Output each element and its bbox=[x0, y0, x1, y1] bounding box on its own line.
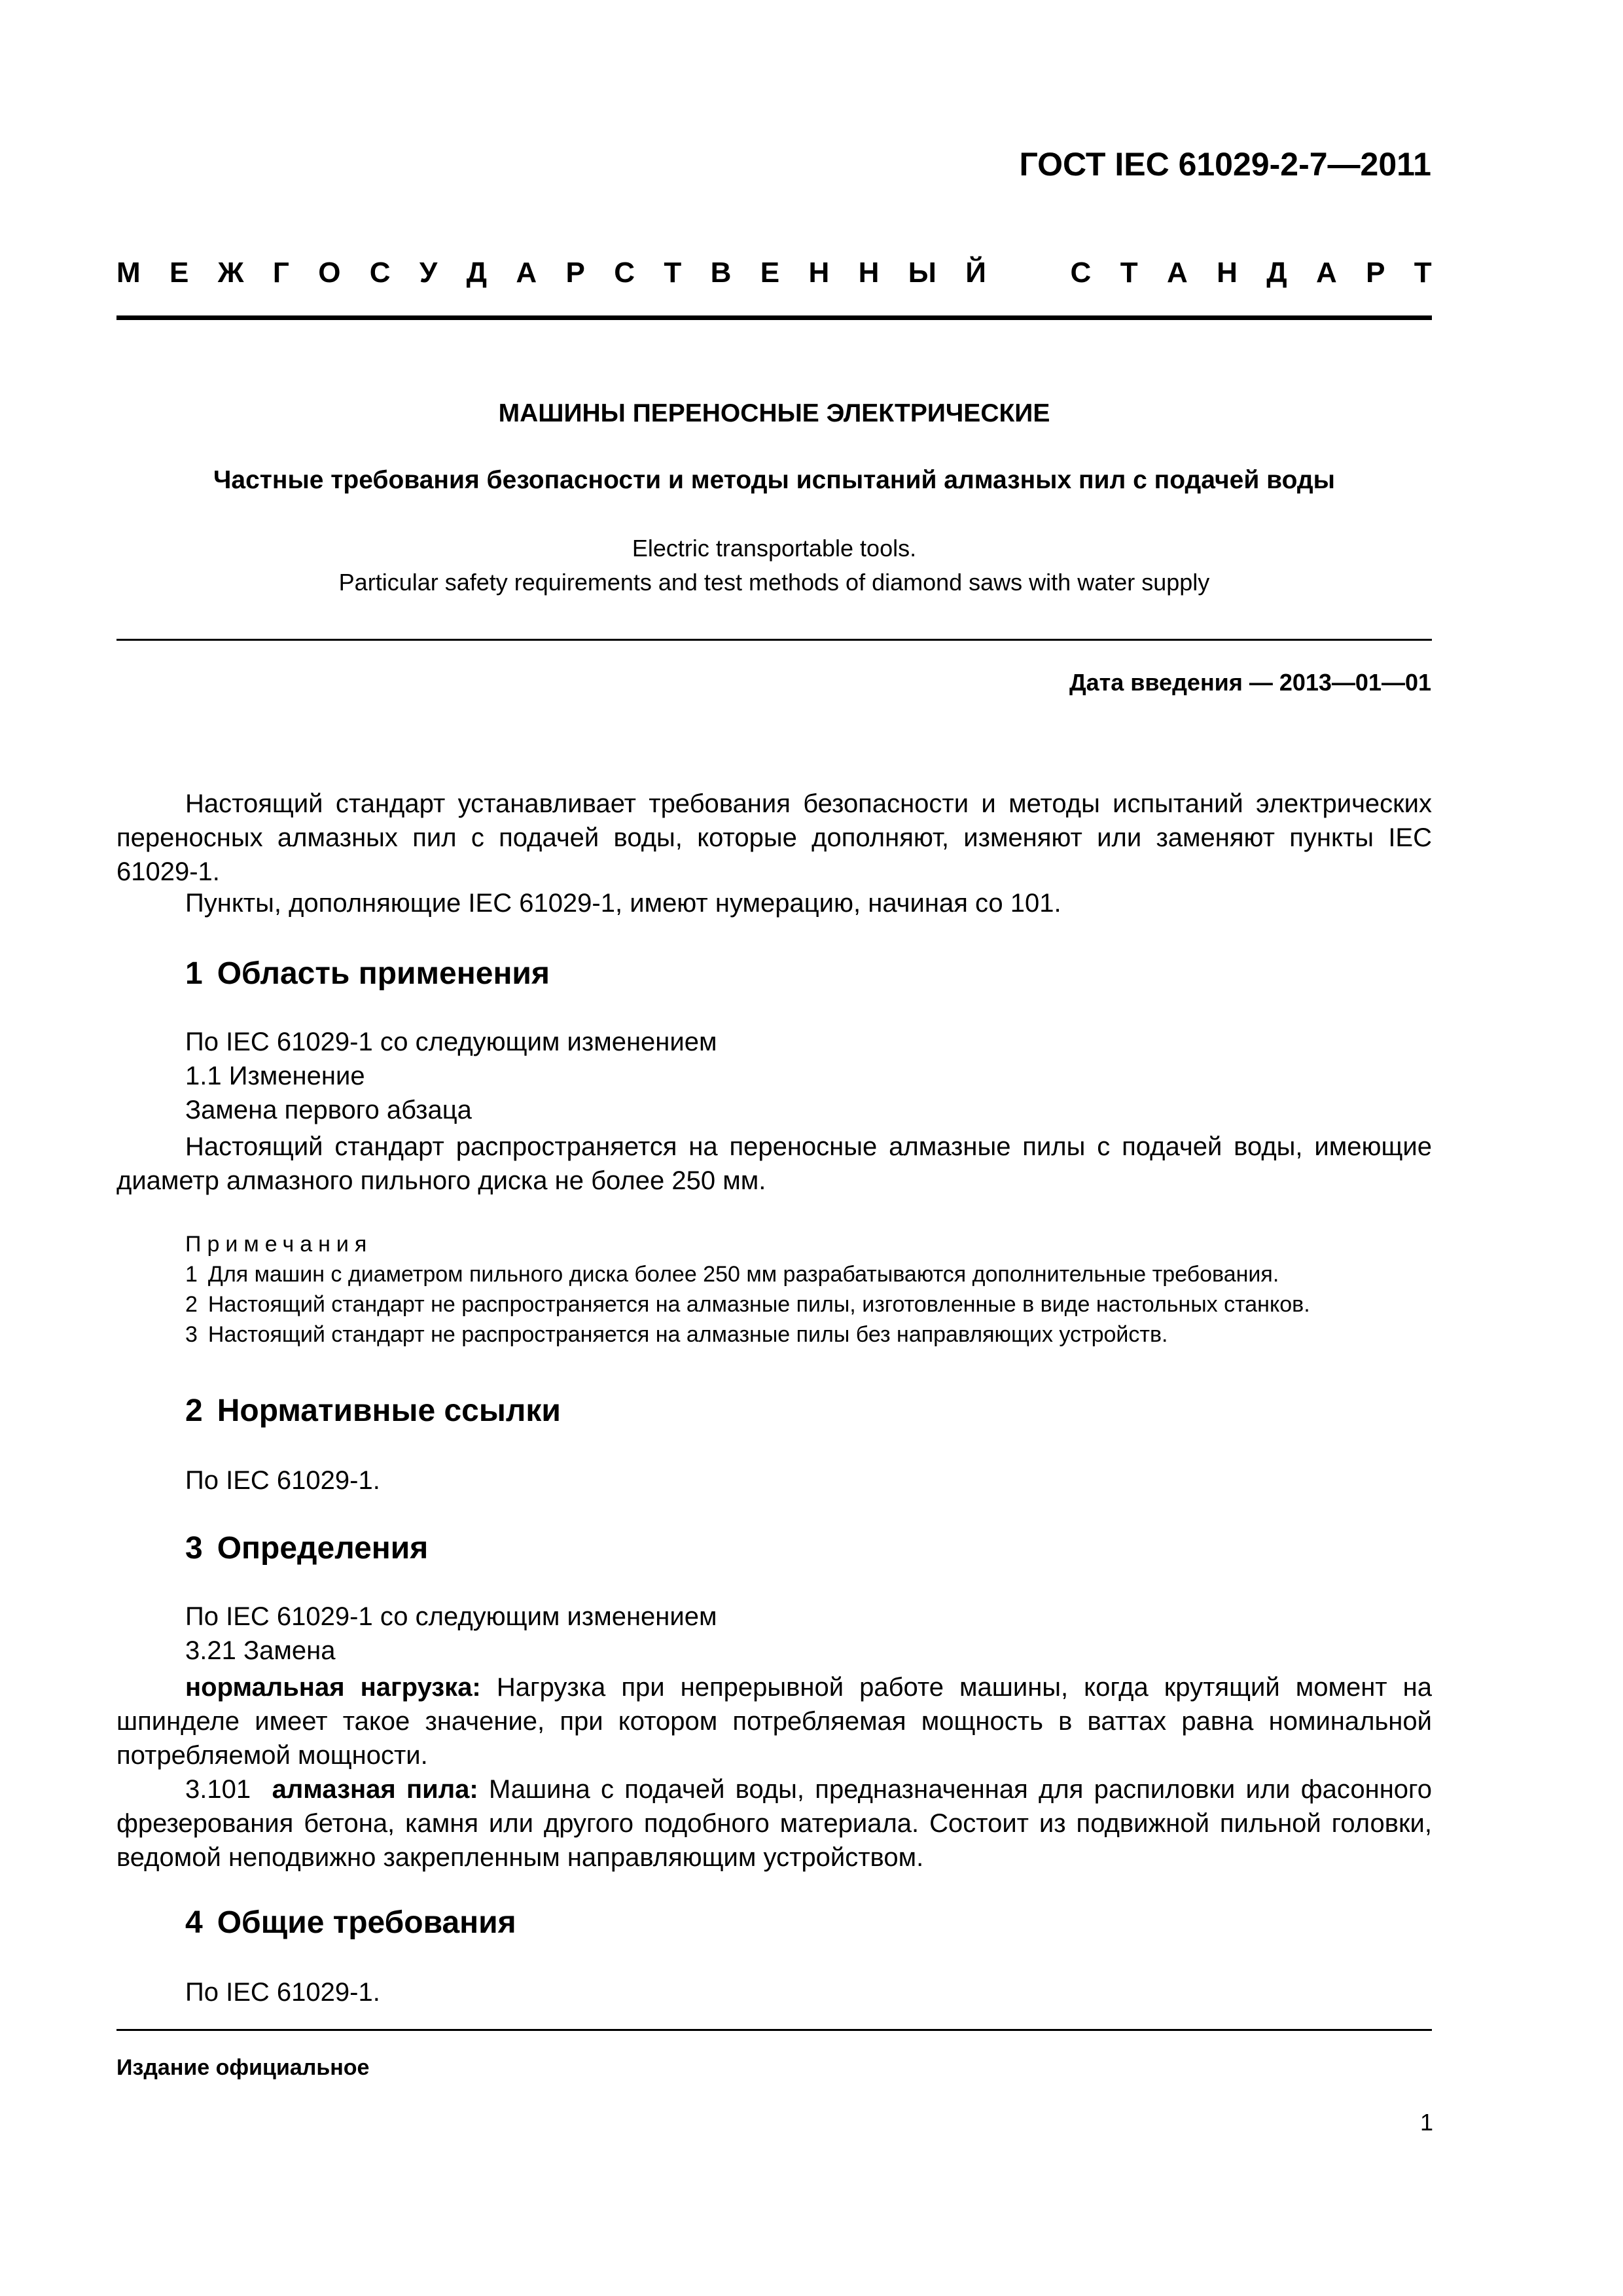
banner-letter: С bbox=[369, 257, 391, 289]
clause-heading: 3.21 Замена bbox=[185, 1636, 336, 1665]
clause-heading: 1.1 Изменение bbox=[185, 1062, 365, 1090]
section-title: Определения bbox=[217, 1531, 429, 1566]
banner-letter: Е bbox=[169, 257, 189, 289]
section-heading bbox=[185, 1530, 428, 1566]
document-subtitle: Частные требования безопасности и методы испытаний алмазных пил с подачей воды bbox=[213, 466, 1335, 494]
banner-letter: У bbox=[419, 257, 438, 289]
banner-letter: Н bbox=[858, 257, 880, 289]
banner-letter: Н bbox=[1217, 257, 1238, 289]
english-title-line: Particular safety requirements and test methods of diamond saws with water supply bbox=[338, 569, 1210, 596]
note-number: 2 bbox=[185, 1292, 198, 1317]
banner-letter: Р bbox=[565, 257, 585, 289]
banner-letter: Т bbox=[1414, 257, 1432, 289]
title-divider bbox=[116, 639, 1432, 641]
banner-letter: А bbox=[1166, 257, 1188, 289]
banner-letter: Р bbox=[1366, 257, 1385, 289]
banner-letter: Ж bbox=[217, 257, 244, 289]
banner-gap bbox=[1015, 257, 1041, 289]
section-title: Область применения bbox=[217, 956, 550, 991]
page-number: 1 bbox=[1419, 2109, 1433, 2136]
body-line: Замена первого абзаца bbox=[185, 1096, 472, 1124]
definition-paragraph bbox=[116, 1772, 1432, 1874]
banner-letter: А bbox=[1315, 257, 1337, 289]
definition-paragraph bbox=[116, 1670, 1432, 1772]
body-line: По IEC 61029-1 со следующим изменением bbox=[185, 1028, 717, 1056]
section-heading bbox=[185, 956, 550, 992]
section-number: 2 bbox=[185, 1393, 203, 1428]
banner-letter: С bbox=[614, 257, 635, 289]
header-divider bbox=[116, 315, 1432, 320]
interstate-standard-banner bbox=[116, 257, 1432, 289]
section-number: 3 bbox=[185, 1531, 203, 1566]
section-heading bbox=[185, 1393, 561, 1429]
clause-number: 3.101 bbox=[185, 1775, 251, 1804]
note-text: Настоящий стандарт не распространяется на алмазные пилы без направляющих устройств. bbox=[207, 1322, 1168, 1347]
banner-letter: М bbox=[116, 257, 141, 289]
note-number: 1 bbox=[185, 1262, 198, 1287]
notes-heading: Примечания bbox=[185, 1232, 373, 1257]
banner-letter: Ы bbox=[908, 257, 936, 289]
banner-letter: Д bbox=[466, 257, 488, 289]
english-title bbox=[116, 531, 1432, 600]
note-text: Для машин с диаметром пильного диска более 250 мм разрабатываются дополнительные требования. bbox=[207, 1262, 1279, 1287]
section-number: 4 bbox=[185, 1905, 203, 1940]
section-title: Нормативные ссылки bbox=[217, 1393, 561, 1428]
note-item bbox=[185, 1292, 1310, 1318]
banner-letter: Н bbox=[808, 257, 830, 289]
section-number: 1 bbox=[185, 956, 203, 991]
banner-letter: О bbox=[318, 257, 341, 289]
banner-letter: В bbox=[710, 257, 732, 289]
body-line: По IEC 61029-1. bbox=[185, 1466, 380, 1495]
footer-divider bbox=[116, 2029, 1432, 2031]
body-line: По IEC 61029-1. bbox=[185, 1978, 380, 2007]
official-edition-label: Издание официальное bbox=[116, 2055, 370, 2080]
body-line: По IEC 61029-1 со следующим изменением bbox=[185, 1602, 717, 1631]
banner-letter: Т bbox=[664, 257, 682, 289]
banner-letter: Г bbox=[272, 257, 289, 289]
english-title-line: Electric transportable tools. bbox=[632, 535, 917, 562]
intro-paragraph: Настоящий стандарт устанавливает требования безопасности и методы испытаний электрических переносных алмазных пил с подачей воды, которые дополняют, изменяют или заменяют пункты IEC 61029-1. bbox=[116, 789, 1432, 886]
section-title: Общие требования bbox=[217, 1905, 516, 1940]
note-text: Настоящий стандарт не распространяется на алмазные пилы, изготовленные в виде настольных станков. bbox=[207, 1292, 1310, 1317]
introduction-date: Дата введения — 2013—01—01 bbox=[1069, 669, 1431, 696]
banner-letter: С bbox=[1070, 257, 1092, 289]
body-paragraph: Настоящий стандарт распространяется на переносные алмазные пилы с подачей воды, имеющие диаметр алмазного пильного диска не более 250 мм. bbox=[116, 1132, 1432, 1195]
banner-letter: Т bbox=[1120, 257, 1138, 289]
document-code: ГОСТ IEC 61029-2-7—2011 bbox=[1019, 146, 1431, 183]
document-title: МАШИНЫ ПЕРЕНОСНЫЕ ЭЛЕКТРИЧЕСКИЕ bbox=[498, 399, 1050, 427]
intro-paragraph: Пункты, дополняющие IEC 61029-1, имеют нумерацию, начиная со 101. bbox=[185, 889, 1061, 918]
banner-letter: Е bbox=[760, 257, 780, 289]
definition-text: Машина с подачей воды, предназначенная для распиловки или фасонного фрезерования бетона, камня или другого подобного материала. Состоит из подвижной пильной головки, ведомой неподвижно закрепленным направляющим устройством. bbox=[116, 1775, 1432, 1872]
note-number: 3 bbox=[185, 1322, 198, 1347]
banner-letter: Д bbox=[1266, 257, 1287, 289]
note-item bbox=[185, 1322, 1168, 1348]
definition-text: Нагрузка при непрерывной работе машины, когда крутящий момент на шпинделе имеет такое значение, при котором потребляемая мощность в ваттах равна номинальной потребляемой мощности. bbox=[116, 1673, 1432, 1770]
defined-term: нормальная нагрузка: bbox=[185, 1673, 481, 1702]
defined-term: алмазная пила: bbox=[272, 1775, 478, 1804]
section-heading bbox=[185, 1905, 516, 1941]
note-item bbox=[185, 1262, 1279, 1287]
banner-letter: Й bbox=[965, 257, 986, 289]
banner-letter: А bbox=[516, 257, 537, 289]
